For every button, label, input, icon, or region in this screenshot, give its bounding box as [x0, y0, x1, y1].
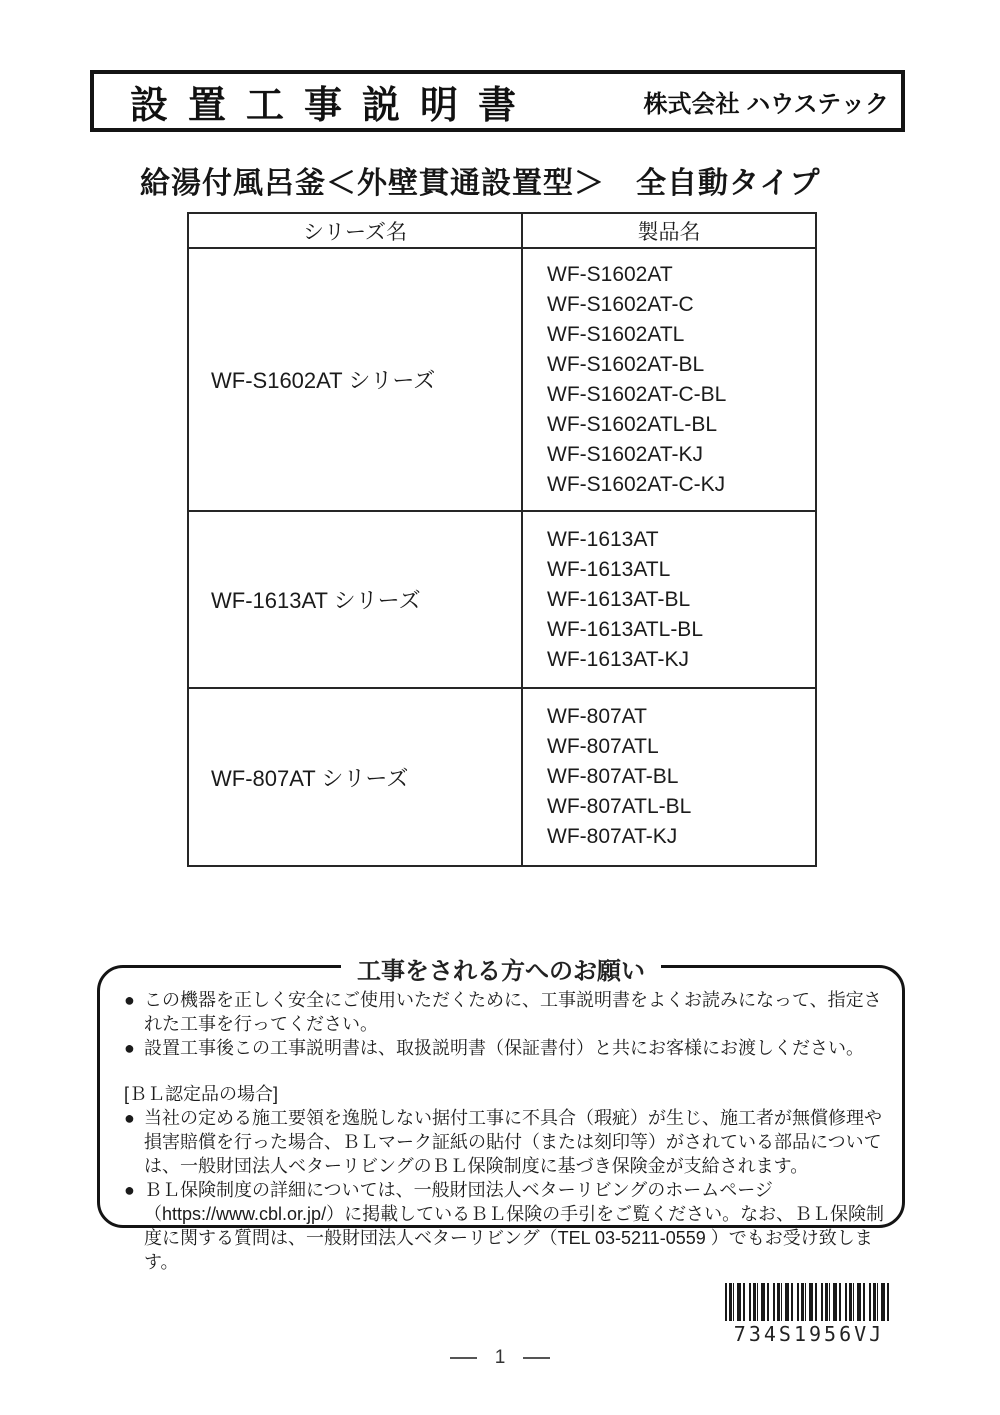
product-table: [187, 212, 817, 867]
column-header-series: シリーズ名: [188, 213, 522, 248]
document-title: 設置工事説明書: [130, 84, 537, 127]
notice-bullet-text: 当社の定める施工要領を逸脱しない据付工事に不具合（瑕疵）が生じ、施工者が無償修理や損害賠償を行った場合、ＢＬマーク証紙の貼付（または刻印等）がされている部品については、一般財団法人ベターリビングのＢＬ保険制度に基づき保険金が支給されます。: [144, 1108, 882, 1176]
bl-certified-heading: [ＢＬ認定品の場合]: [124, 1084, 279, 1104]
product-model: WF-807AT: [547, 705, 647, 728]
column-header-product: 製品名: [522, 213, 816, 248]
notice-bullet-item: [124, 1106, 888, 1178]
table-header-row: [188, 213, 816, 248]
notice-bullet-text: ＢＬ保険制度の詳細については、一般財団法人ベターリビングのホームページ（https://www.cbl.or.jp/）に掲載しているＢＬ保険の手引をご覧ください。なお、ＢＬ保険制度に関する質問は、一般財団法人ベターリビング（TEL 03-5211-0559 ）でもお受け致します。: [144, 1180, 885, 1272]
series-name-cell: WF-S1602AT シリーズ: [188, 248, 522, 511]
product-category-subtitle: 給湯付風呂釜＜外壁貫通設置型＞ 全自動タイプ: [140, 167, 821, 200]
product-model: WF-807ATL-BL: [547, 795, 692, 818]
notice-bullet-item: [124, 988, 888, 1036]
product-model: WF-S1602ATL: [547, 322, 685, 346]
product-model: WF-S1602ATL-BL: [547, 412, 717, 436]
product-model: WF-S1602AT-C: [547, 292, 694, 316]
notice-bullet-text: 設置工事後この工事説明書は、取扱説明書（保証書付）と共にお客様にお渡しください。: [144, 1038, 864, 1058]
product-names-cell: [522, 248, 816, 511]
installer-notice-box: [97, 958, 905, 1272]
product-names-cell: [522, 688, 816, 866]
company-name: 株式会社 ハウステック: [643, 90, 889, 118]
product-model: WF-807ATL: [547, 735, 659, 758]
footer-dash-left: [450, 1357, 477, 1359]
barcode-image: [725, 1283, 893, 1321]
series-name-cell: WF-807AT シリーズ: [188, 688, 522, 866]
footer-dash-right: [523, 1357, 550, 1359]
product-model: WF-S1602AT-C-BL: [547, 382, 727, 406]
product-model: WF-1613AT: [547, 527, 659, 551]
product-names-cell: [522, 511, 816, 688]
barcode-block: [725, 1283, 893, 1346]
product-model: WF-S1602AT-KJ: [547, 442, 703, 466]
notice-bullet-text: この機器を正しく安全にご使用いただくために、工事説明書をよくお読みになって、指定された工事を行ってください。: [144, 990, 882, 1034]
product-model: WF-S1602AT-BL: [547, 352, 705, 376]
bullet-icon: ●: [124, 1108, 135, 1128]
product-model: WF-S1602AT-C-KJ: [547, 472, 726, 496]
bullet-icon: ●: [124, 1038, 135, 1058]
header-title-box: [90, 70, 905, 132]
table-row: [188, 511, 816, 688]
notice-bullet-item: [124, 1036, 888, 1060]
notice-bullet-item: [124, 1178, 888, 1274]
table-row: [188, 248, 816, 511]
notice-content: [100, 968, 902, 1274]
product-model: WF-807AT-KJ: [547, 825, 678, 848]
product-model: WF-S1602AT: [547, 262, 673, 286]
product-model: WF-1613AT-BL: [547, 587, 691, 611]
product-model: WF-1613ATL-BL: [547, 617, 703, 641]
notice-title: 工事をされる方へのお願い: [341, 951, 661, 986]
product-model: WF-1613ATL: [547, 557, 671, 581]
product-model: WF-807AT-BL: [547, 765, 679, 788]
barcode-code-text: 734S1956VJ: [733, 1322, 885, 1346]
bullet-icon: ●: [124, 1180, 135, 1200]
page-footer: [0, 1347, 1000, 1369]
series-name-cell: WF-1613AT シリーズ: [188, 511, 522, 688]
table-row: [188, 688, 816, 866]
product-model: WF-1613AT-KJ: [547, 647, 689, 671]
bullet-icon: ●: [124, 990, 135, 1010]
page-number: 1: [494, 1347, 506, 1368]
